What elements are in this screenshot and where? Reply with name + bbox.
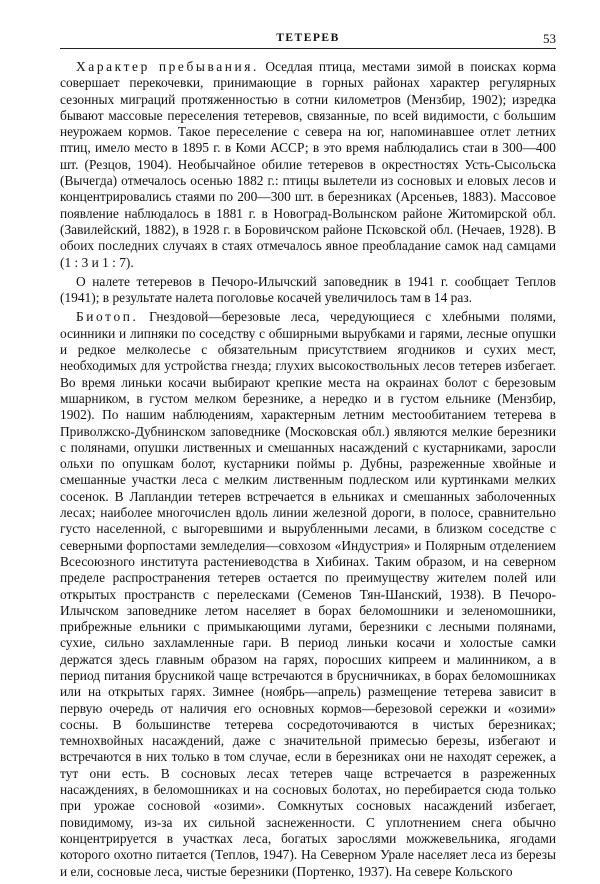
body-text	[60, 59, 556, 880]
running-title: ТЕТЕРЕВ	[276, 32, 340, 44]
running-head	[60, 26, 556, 49]
page-number: 53	[543, 31, 556, 46]
paragraph-biotope	[60, 309, 556, 879]
paragraph-habitat-status	[60, 59, 556, 271]
paragraph-text: О налете тетеревов в Печоро-Илычский заповедник в 1941 г. сообщает Теплов (1941); в результате налета поголовье косачей увеличилось там в 14 раз.	[60, 273, 556, 306]
section-lead-status: Характер пребывания.	[76, 59, 259, 74]
paragraph-pechora-invasion	[60, 274, 556, 307]
paragraph-text: Гнездовой—березовые леса, чередующиеся с хлебными полями, осинники и липняки по соседству с обширными вырубками и гарями, лесные опушки и редкое мелколесье с обязательным присутствием ягодников и сухих мест, необходимых для устройства гнезда; глухих высокоствольных лесов тетерев избегает. Во время линьки косачи выбирают крепкие места на окраинах болот с березовым мшарником, в густом мелком березнике, а нередко и в густом ельнике (Мензбир, 1902). По нашим наблюдениям, характерным летним местообитанием тетерева в Приволжско-Дубнинском заповеднике (Московская обл.) являются мелкие березники с полянами, опушки лиственных и смешанных насаждений с кустарниками, заросли ольхи по опушкам болот, кустарники поймы р. Дубны, разреженные хвойные и смешанные участки леса с мелким лиственным подлеском или куртинками мелких сосенок. В Лапландии тетерев встречается в ельниках и смешанных заболоченных лесах; наиболее многочислен вдоль линии железной дороги, в полосе, сравнительно густо населенной, с выгоревшими и вырубленными лесами, в близком соседстве с северными форпостами земледелия—совхозом «Индустрия» и Полярным отделением Всесоюзного института растениеводства в Хибинах. Таким образом, и на северном пределе распространения тетерев остается по преимуществу жителем полей или открытых пространств с перелесками (Семенов Тян-Шанский, 1938). В Печоро-Илычском заповеднике летом населяет в борах беломошники и зеленомошники, прибрежные ельники с примыкающими лугами, березники с лесными полянами, сухие, сильно захламленные гари. В период линьки косачи и холостые самки держатся здесь главным образом на гарях, поросших кипреем и малинником, а в период питания брусникой чаще встречаются в брусничниках, в борах беломошниках или на открытых гарях. Зимнее (ноябрь—апрель) размещение тетерева зависит в первую очередь от наличия его основных кормов—березовой сережки и «озими» сосны. В большинстве тетерева сосредоточиваются в чистых березниках; темнохвойных насаждений, даже с значительной примесью березы, избегают и встречаются в них только в том случае, если в березниках они не находят сережек, а тут они есть. В сосновых лесах тетерев чаще встречается в разреженных насаждениях, в беломошниках и на сосновых болотах, но перебирается сюда только при урожае сосновой «озими». Сомкнутых сосновых насаждений избегает, повидимому, из-за их сильной заснеженности. С уплотнением снега обычно концентрируется в участках леса, богатых зарослями можжевельника, ягодами которого охотно питается (Теплов, 1947). На Северном Урале населяет леса из березы и ели, сосновые леса, чистые березники (Портенко, 1937). На севере Кольского	[60, 309, 556, 879]
book-page	[60, 26, 556, 883]
section-lead-biotope: Биотоп.	[76, 309, 139, 325]
paragraph-text: Оседлая птица, местами зимой в поисках корма совершает перекочевки, принимающие в горных районах характер регулярных сезонных миграций протяженностью в сотни километров (Мензбир, 1902); изредка бывают массовые переселения тетеревов, связанные, по всей видимости, с большим неурожаем кормов. Такое переселение с севера на юг, напоминавшее отлет летних птиц, имело место в 1895 г. в Коми АССР; в это время наблюдались стаи в 300—400 шт. (Резцов, 1904). Необычайное обилие тетеревов в окрестностях Усть-Сысольска (Вычегда) отмечалось осенью 1882 г.: птицы вылетели из сосновых и еловых лесов и концентрировались стаями по 200—300 шт. в березниках (Арсеньев, 1883). Массовое появление наблюдалось в 1881 г. в Новоград-Волынском районе Житомирской обл. (Завилейский, 1882), в 1928 г. в Боровичском районе Псковской обл. (Нечаев, 1928). В обоих последних случаях в стаях отмечалось явное преобладание самок над самцами (1 : 3 и 1 : 7).	[60, 59, 556, 270]
